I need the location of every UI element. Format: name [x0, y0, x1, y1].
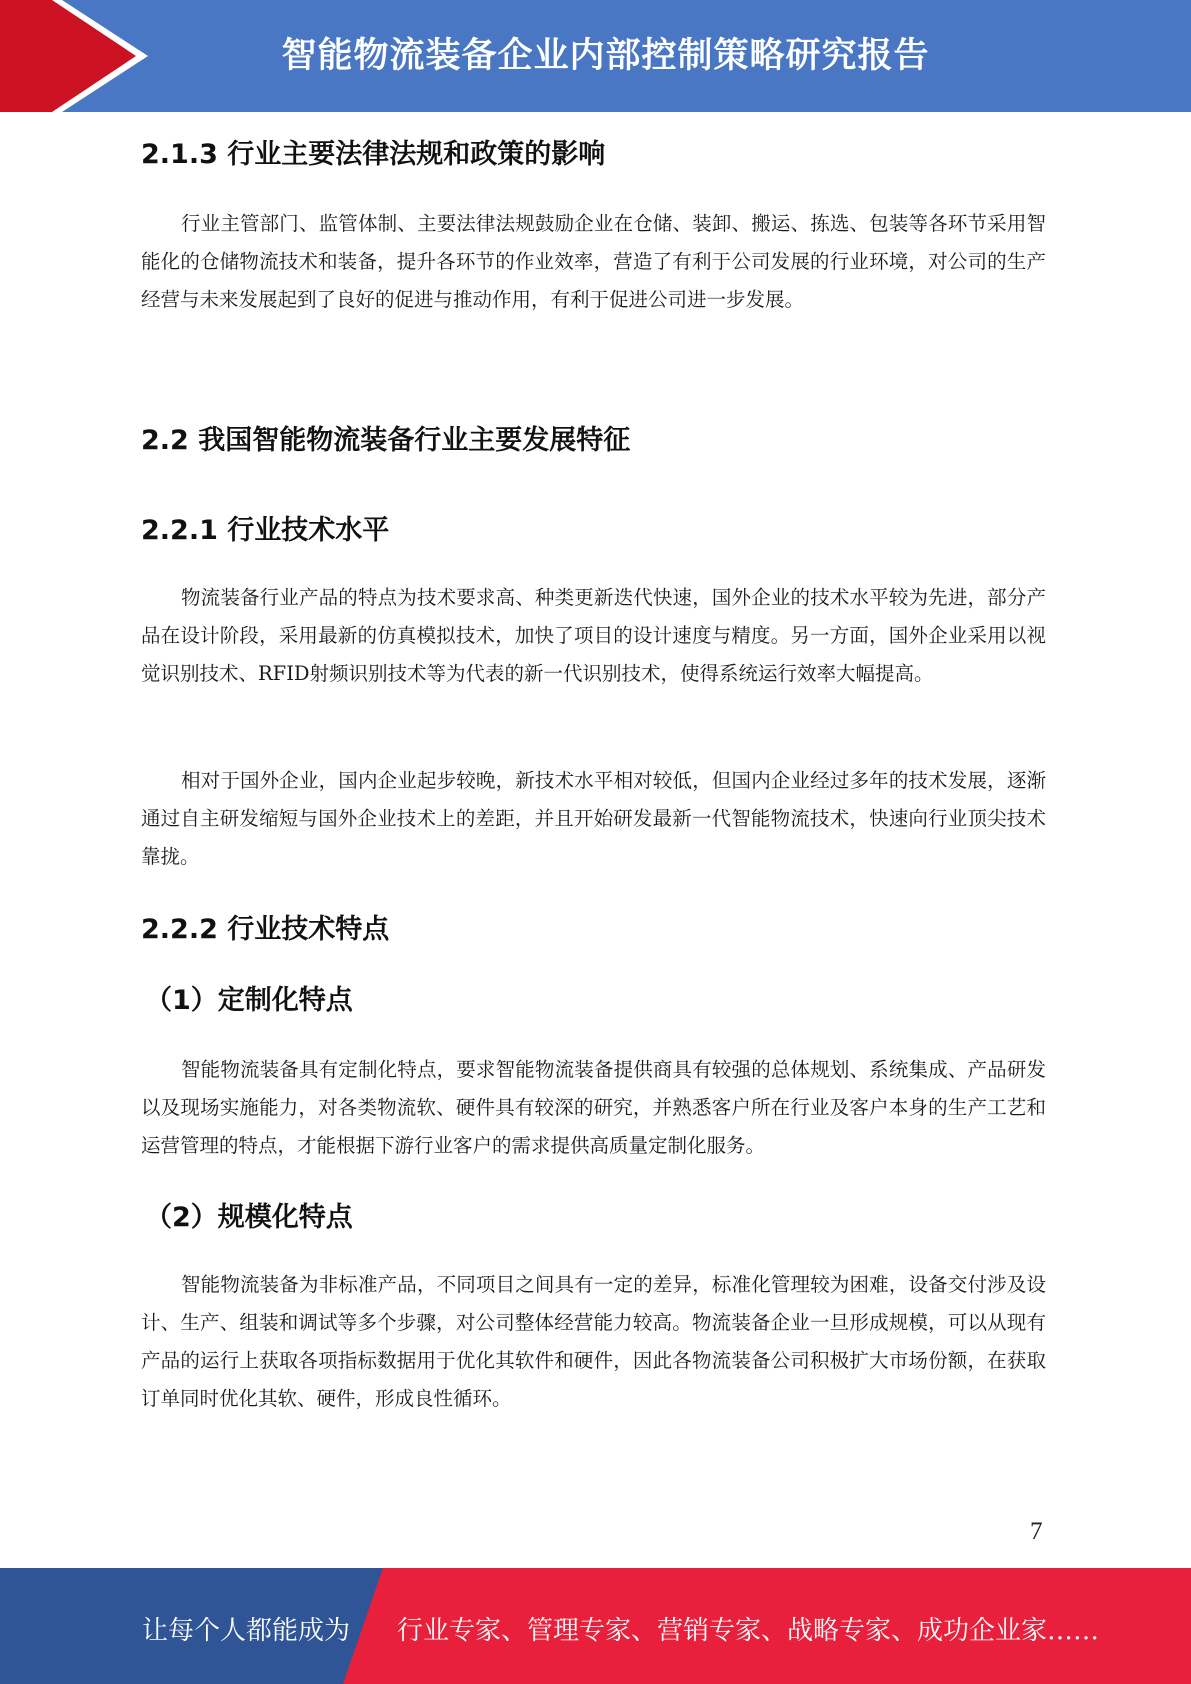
subsection-heading-scale: （2）规模化特点 [145, 1202, 353, 1233]
paragraph-2-2-1-a: 物流装备行业产品的特点为技术要求高、种类更新迭代快速，国外企业的技术水平较为先进，部分产品在设计阶段，采用最新的仿真模拟技术，加快了项目的设计速度与精度。另一方面，国外企业采用以视觉识别技术、RFID射频识别技术等为代表的新一代识别技术，使得系统运行效率大幅提高。 [141, 586, 1046, 685]
paragraph-2-2-1-b: 相对于国外企业，国内企业起步较晚，新技术水平相对较低，但国内企业经过多年的技术发展，逐渐通过自主研发缩短与国外企业技术上的差距，并且开始研发最新一代智能物流技术，快速向行业顶尖技术靠拢。 [141, 769, 1046, 868]
paragraph-2-1-3: 行业主管部门、监管体制、主要法律法规鼓励企业在仓储、装卸、搬运、拣选、包装等各环节采用智能化的仓储物流技术和装备，提升各环节的作业效率，营造了有利于公司发展的行业环境，对公司的生产经营与未来发展起到了良好的促进与推动作用，有利于促进公司进一步发展。 [141, 212, 1046, 311]
page-footer [0, 1568, 1191, 1684]
section-heading-2-2-1: 2.2.1 行业技术水平 [141, 515, 390, 546]
section-heading-2-2-2: 2.2.2 行业技术特点 [141, 914, 390, 945]
subsection-heading-customization: （1）定制化特点 [145, 985, 353, 1016]
section-heading-2-2: 2.2 我国智能物流装备行业主要发展特征 [141, 425, 631, 456]
paragraph-scale: 智能物流装备为非标准产品，不同项目之间具有一定的差异，标准化管理较为困难，设备交付涉及设计、生产、组装和调试等多个步骤，对公司整体经营能力较高。物流装备企业一旦形成规模，可以从现有产品的运行上获取各项指标数据用于优化其软件和硬件，因此各物流装备公司积极扩大市场份额，在获取订单同时优化其软、硬件，形成良性循环。 [141, 1273, 1046, 1410]
footer-slogan-left: 让每个人都能成为 [142, 1616, 351, 1646]
footer-slogan-right: 行业专家、管理专家、营销专家、战略专家、成功企业家…… [397, 1616, 1100, 1646]
report-title: 智能物流装备企业内部控制策略研究报告 [281, 36, 930, 76]
page-header [0, 0, 1191, 112]
page-number: 7 [1030, 1518, 1043, 1545]
section-heading-2-1-3: 2.1.3 行业主要法律法规和政策的影响 [141, 139, 606, 170]
paragraph-customization: 智能物流装备具有定制化特点，要求智能物流装备提供商具有较强的总体规划、系统集成、产品研发以及现场实施能力，对各类物流软、硬件具有较深的研究，并熟悉客户所在行业及客户本身的生产工艺和运营管理的特点，才能根据下游行业客户的需求提供高质量定制化服务。 [141, 1058, 1046, 1157]
